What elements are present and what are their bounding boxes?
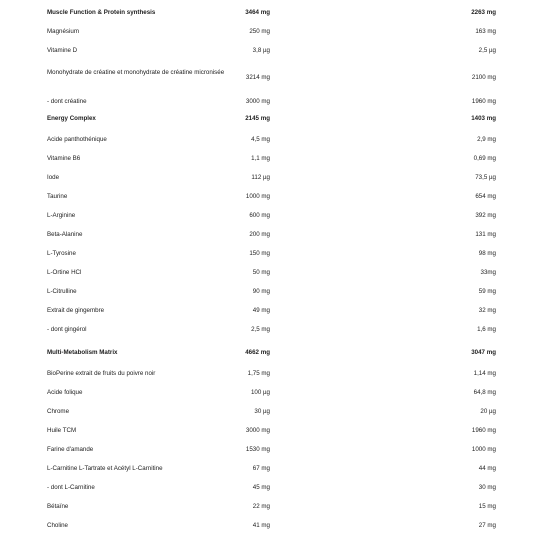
amount-per-100g: 1960 mg	[471, 98, 496, 105]
amount-per-serving: 2,5 mg	[251, 326, 270, 333]
ingredient-name: Iode	[47, 174, 60, 181]
amount-per-100g: 0,69 mg	[473, 155, 496, 162]
ingredient-name: Extrait de gingembre	[47, 307, 105, 314]
ingredient-name: - dont gingérol	[47, 326, 87, 333]
amount-per-100g: 20 µg	[480, 408, 496, 415]
amount-per-serving: 200 mg	[249, 231, 270, 238]
amount-per-100g: 654 mg	[475, 193, 496, 200]
amount-per-100g: 27 mg	[478, 522, 496, 529]
amount-per-100g: 392 mg	[475, 212, 496, 219]
table-row	[0, 440, 540, 459]
table-row	[0, 301, 540, 320]
amount-per-100g: 1403 mg	[471, 115, 496, 122]
table-row	[0, 516, 540, 535]
amount-per-serving: 45 mg	[252, 484, 270, 491]
ingredient-name: L-Arginine	[47, 212, 76, 219]
amount-per-100g: 2,5 µg	[478, 47, 496, 54]
ingredient-name: Muscle Function & Protein synthesis	[47, 9, 156, 16]
amount-per-100g: 2100 mg	[471, 74, 496, 81]
amount-per-100g: 3047 mg	[471, 349, 496, 356]
table-row	[0, 63, 540, 93]
table-row	[0, 41, 540, 60]
amount-per-serving: 3,8 µg	[252, 47, 270, 54]
table-row	[0, 478, 540, 497]
amount-per-serving: 150 mg	[249, 250, 270, 257]
section-header-row	[0, 3, 540, 22]
ingredient-name: Multi-Metabolism Matrix	[47, 349, 118, 356]
table-row	[0, 402, 540, 421]
ingredient-name: Vitamine B6	[47, 155, 81, 162]
amount-per-serving: 90 mg	[252, 288, 270, 295]
table-row	[0, 497, 540, 516]
table-row	[0, 168, 540, 187]
table-row	[0, 22, 540, 41]
amount-per-100g: 131 mg	[475, 231, 496, 238]
amount-per-100g: 2,9 mg	[477, 136, 496, 143]
amount-per-100g: 30 mg	[478, 484, 496, 491]
table-row	[0, 149, 540, 168]
ingredient-name: Huile TCM	[47, 427, 77, 434]
table-row	[0, 263, 540, 282]
section-header-row	[0, 109, 540, 128]
ingredient-name: BioPerine extrait de fruits du poivre noir	[47, 370, 156, 377]
amount-per-serving: 4,5 mg	[251, 136, 270, 143]
amount-per-serving: 1,1 mg	[251, 155, 270, 162]
ingredient-name: - dont créatine	[47, 98, 87, 105]
table-row	[0, 225, 540, 244]
ingredient-name: Monohydrate de créatine et monohydrate de créatine micronisée	[47, 69, 225, 76]
ingredient-name: Chrome	[47, 408, 70, 415]
amount-per-100g: 1960 mg	[471, 427, 496, 434]
table-row	[0, 130, 540, 149]
amount-per-100g: 1,6 mg	[477, 326, 496, 333]
amount-per-serving: 3000 mg	[245, 98, 270, 105]
amount-per-serving: 2145 mg	[245, 115, 270, 122]
table-row	[0, 383, 540, 402]
table-row	[0, 206, 540, 225]
amount-per-100g: 163 mg	[475, 28, 496, 35]
ingredient-name: Taurine	[47, 193, 68, 200]
amount-per-serving: 3000 mg	[245, 427, 270, 434]
amount-per-serving: 112 µg	[251, 174, 270, 181]
ingredient-name: Energy Complex	[47, 115, 96, 122]
ingredient-name: Farine d'amande	[47, 446, 94, 453]
ingredient-name: - dont L-Carnitine	[47, 484, 95, 491]
amount-per-100g: 44 mg	[478, 465, 496, 472]
amount-per-100g: 59 mg	[478, 288, 496, 295]
ingredient-name: Beta-Alanine	[47, 231, 83, 238]
amount-per-100g: 73,5 µg	[475, 174, 496, 181]
amount-per-serving: 50 mg	[252, 269, 270, 276]
amount-per-serving: 49 mg	[252, 307, 270, 314]
section-header-row	[0, 343, 540, 362]
amount-per-serving: 100 µg	[250, 389, 270, 396]
ingredient-name: Choline	[47, 522, 68, 529]
amount-per-serving: 250 mg	[249, 28, 270, 35]
table-row	[0, 282, 540, 301]
ingredient-name: Bétaïne	[47, 503, 69, 510]
ingredient-name: Acide folique	[47, 389, 83, 396]
amount-per-serving: 1000 mg	[245, 193, 270, 200]
table-row	[0, 187, 540, 206]
amount-per-serving: 600 mg	[249, 212, 270, 219]
amount-per-100g: 98 mg	[478, 250, 496, 257]
ingredient-name: L-Carnitine L-Tartrate et Acétyl L-Carnitine	[47, 465, 163, 472]
amount-per-100g: 33mg	[480, 269, 496, 276]
amount-per-serving: 30 µg	[254, 408, 270, 415]
ingredient-name: Vitamine D	[47, 47, 78, 54]
amount-per-100g: 1,14 mg	[473, 370, 496, 377]
amount-per-100g: 15 mg	[478, 503, 496, 510]
ingredient-name: Acide panthothénique	[47, 136, 107, 143]
amount-per-100g: 64,8 mg	[473, 389, 496, 396]
ingredient-name: L-Citrulline	[47, 288, 77, 295]
amount-per-serving: 4662 mg	[245, 349, 270, 356]
amount-per-serving: 41 mg	[252, 522, 270, 529]
table-row	[0, 459, 540, 478]
amount-per-serving: 67 mg	[252, 465, 270, 472]
ingredient-name: L-Ortine HCl	[47, 269, 82, 276]
table-row	[0, 320, 540, 339]
amount-per-100g: 2263 mg	[471, 9, 496, 16]
amount-per-serving: 22 mg	[252, 503, 270, 510]
amount-per-serving: 1,75 mg	[247, 370, 270, 377]
amount-per-serving: 3214 mg	[245, 74, 270, 81]
ingredient-name: Magnésium	[47, 28, 79, 35]
amount-per-100g: 1000 mg	[471, 446, 496, 453]
table-row	[0, 244, 540, 263]
amount-per-serving: 3464 mg	[245, 9, 270, 16]
table-row	[0, 364, 540, 383]
amount-per-100g: 32 mg	[478, 307, 496, 314]
amount-per-serving: 1530 mg	[245, 446, 270, 453]
ingredient-name: L-Tyrosine	[47, 250, 76, 257]
table-row	[0, 421, 540, 440]
